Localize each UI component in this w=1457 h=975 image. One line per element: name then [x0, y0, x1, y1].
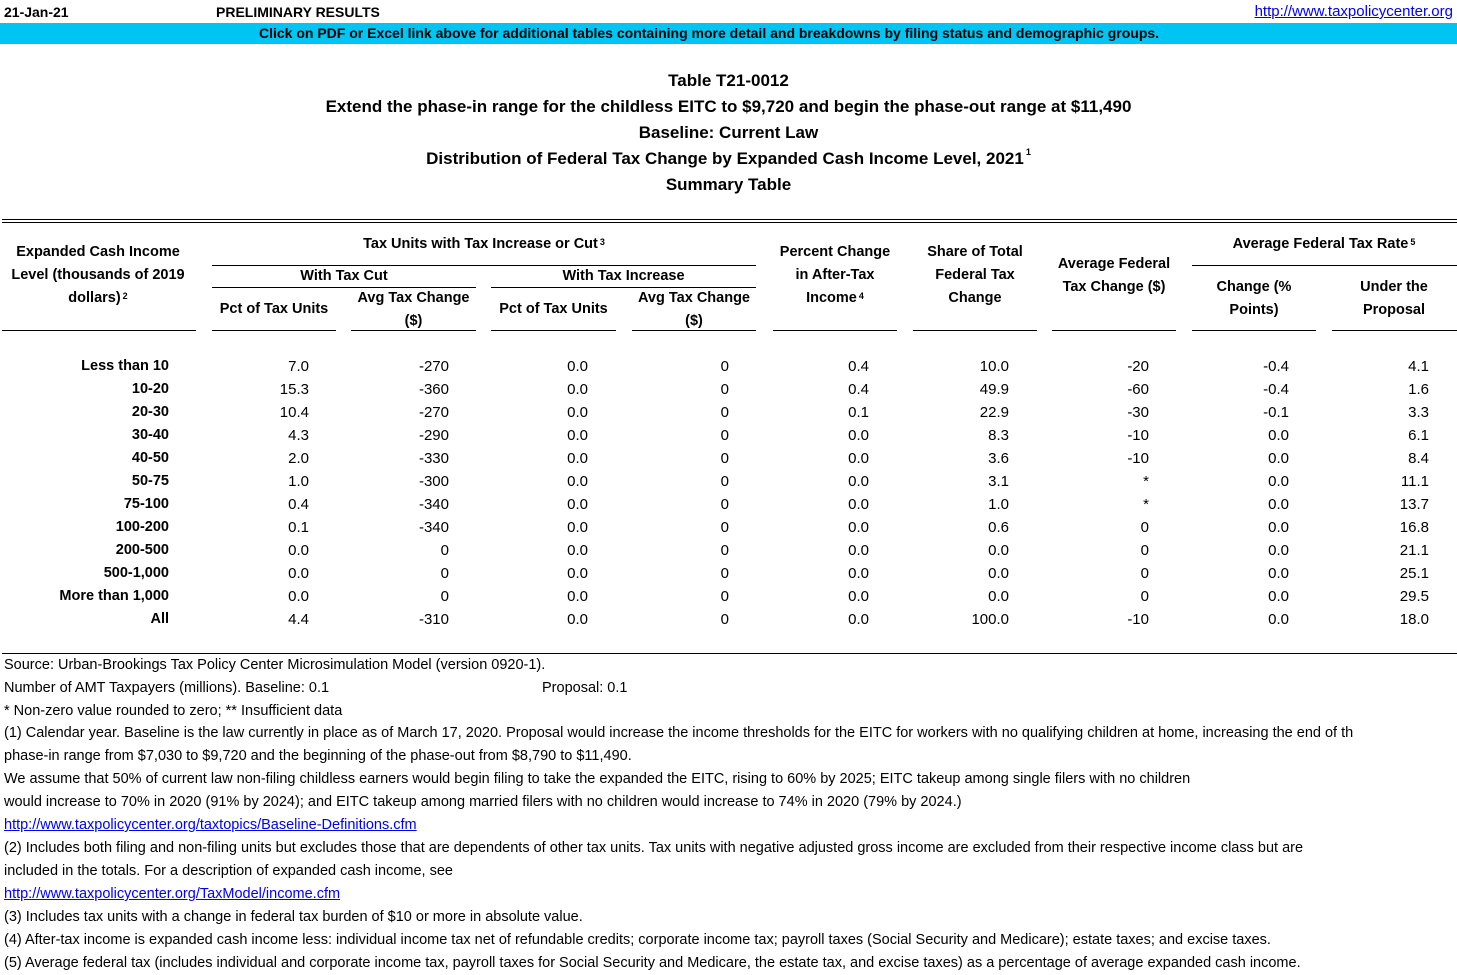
cell-increase-pct-units: 0.0: [567, 588, 588, 605]
cell-increase-pct-units: 0.0: [567, 519, 588, 536]
cell-income-level: 40-50: [131, 450, 169, 466]
col-rule-3: [491, 330, 616, 331]
cell-income-level: 10-20: [131, 381, 169, 397]
cell-avg-federal-change: 0: [1140, 519, 1149, 536]
cell-cut-pct-units: 2.0: [288, 450, 309, 467]
cell-cut-avg-change: -340: [418, 496, 449, 513]
table-row: [0, 516, 1457, 539]
cell-increase-pct-units: 0.0: [567, 450, 588, 467]
info-banner: [0, 23, 1457, 44]
cell-rate-under-proposal: 21.1: [1399, 542, 1429, 559]
cell-pct-change-after-tax: 0.1: [848, 404, 869, 421]
cell-increase-pct-units: 0.0: [567, 404, 588, 421]
cell-rate-under-proposal: 13.7: [1399, 496, 1429, 513]
header-share-line1: Share of Total: [927, 244, 1023, 260]
income-definition-link[interactable]: http://www.taxpolicycenter.org/TaxModel/income.cfm: [4, 886, 341, 902]
header-increase-pct-units: Pct of Tax Units: [499, 301, 608, 317]
cell-avg-federal-change: -10: [1127, 450, 1149, 467]
distribution-title: [0, 149, 1457, 169]
cell-increase-avg-change: 0: [720, 450, 729, 467]
cell-income-level: More than 1,000: [59, 588, 169, 604]
header-rate-under-line1: Under the: [1360, 279, 1428, 295]
cell-pct-change-after-tax: 0.0: [848, 611, 869, 628]
cell-pct-change-after-tax: 0.0: [848, 450, 869, 467]
cell-income-level: 30-40: [131, 427, 169, 443]
banner-text: Click on PDF or Excel link above for additional tables containing more detail and breakdowns by filing status and demographic groups.: [259, 25, 1160, 41]
header-pct-change-line2: in After-Tax: [795, 267, 875, 283]
table-row: [0, 493, 1457, 516]
cell-pct-change-after-tax: 0.0: [848, 565, 869, 582]
cell-rate-change-points: -0.1: [1263, 404, 1289, 421]
cell-rate-change-points: 0.0: [1268, 611, 1289, 628]
cell-cut-avg-change: 0: [440, 542, 449, 559]
col-rule-income: [2, 330, 196, 331]
legend-note: * Non-zero value rounded to zero; ** Insufficient data: [4, 703, 343, 719]
cell-income-level: 75-100: [123, 496, 169, 512]
table-row: [0, 585, 1457, 608]
cell-rate-change-points: 0.0: [1268, 588, 1289, 605]
amt-proposal: Proposal: 0.1: [542, 680, 628, 696]
footnote-ref: 3: [599, 237, 605, 247]
cell-pct-change-after-tax: 0.4: [848, 358, 869, 375]
cell-income-level: 20-30: [131, 404, 169, 420]
cell-rate-under-proposal: 1.6: [1408, 381, 1429, 398]
cell-cut-avg-change: -310: [418, 611, 449, 628]
cell-cut-avg-change: 0: [440, 565, 449, 582]
cell-increase-avg-change: 0: [720, 542, 729, 559]
col-rule-2: [351, 330, 476, 331]
footnote-2a: (2) Includes both filing and non-filing units but excludes those that are dependents of other tax units. Tax units with negative adjusted gross income are excluded from their respective income class but are: [4, 840, 1304, 856]
cell-avg-federal-change: -10: [1127, 427, 1149, 444]
cell-increase-pct-units: 0.0: [567, 611, 588, 628]
cell-income-level: All: [150, 611, 169, 627]
footnote-ref: 2: [122, 291, 128, 301]
cell-cut-pct-units: 4.3: [288, 427, 309, 444]
distribution-title-text: Distribution of Federal Tax Change by Expanded Cash Income Level, 2021: [426, 149, 1024, 168]
cell-increase-avg-change: 0: [720, 404, 729, 421]
header-avg-federal-change: [1052, 253, 1176, 299]
cell-income-level: 500-1,000: [103, 565, 169, 581]
cell-pct-change-after-tax: 0.0: [848, 542, 869, 559]
cell-cut-avg-change: -300: [418, 473, 449, 490]
cell-rate-change-points: 0.0: [1268, 427, 1289, 444]
cell-avg-federal-change: 0: [1140, 565, 1149, 582]
cell-rate-under-proposal: 4.1: [1408, 358, 1429, 375]
header-increase-avg-line2: ($): [685, 313, 703, 329]
header-income-line1: Expanded Cash Income: [16, 244, 180, 260]
header-avg-fed-line1: Average Federal: [1057, 256, 1171, 272]
cell-increase-avg-change: 0: [720, 496, 729, 513]
header-rate-change: [1192, 276, 1316, 322]
cell-increase-avg-change: 0: [720, 519, 729, 536]
header-tax-units-text: Tax Units with Tax Increase or Cut: [363, 236, 598, 252]
header-share-line3: Change: [948, 290, 1002, 306]
cell-pct-change-after-tax: 0.0: [848, 496, 869, 513]
header-income-line3: dollars): [68, 290, 121, 306]
col-rule-5: [773, 330, 897, 331]
cell-rate-under-proposal: 3.3: [1408, 404, 1429, 421]
col-rule-7: [1052, 330, 1176, 331]
cell-share-total-change: 3.1: [988, 473, 1009, 490]
cell-rate-change-points: 0.0: [1268, 565, 1289, 582]
cell-income-level: 100-200: [115, 519, 169, 535]
table-row: [0, 539, 1457, 562]
cell-income-level: 200-500: [115, 542, 169, 558]
tax-policy-center-link[interactable]: http://www.taxpolicycenter.org: [1254, 3, 1453, 20]
cell-cut-avg-change: -270: [418, 358, 449, 375]
header-share-total: [913, 241, 1037, 310]
cell-cut-pct-units: 0.0: [288, 588, 309, 605]
cell-income-level: Less than 10: [81, 358, 169, 374]
col-rule-6: [913, 330, 1037, 331]
cell-pct-change-after-tax: 0.0: [848, 519, 869, 536]
footnote-4: (4) After-tax income is expanded cash income less: individual income tax net of refundable credits; corporate income tax; payroll taxes (Social Security and Medicare); estate taxes; and excise taxes.: [4, 932, 1271, 948]
cell-avg-federal-change: *: [1143, 496, 1149, 513]
table-row: [0, 608, 1457, 631]
header-rate-under-proposal: [1332, 276, 1456, 322]
cell-pct-change-after-tax: 0.0: [848, 473, 869, 490]
cell-share-total-change: 0.0: [988, 565, 1009, 582]
table-row: [0, 355, 1457, 378]
header-pct-change-line3-wrap: [773, 287, 897, 310]
header-income-line2: Level (thousands of 2019: [11, 267, 185, 283]
cell-share-total-change: 0.0: [988, 542, 1009, 559]
header-cut-avg-change: [351, 287, 476, 333]
header-cut-avg-line1: Avg Tax Change: [357, 290, 470, 306]
cell-share-total-change: 22.9: [979, 404, 1009, 421]
cell-rate-under-proposal: 25.1: [1399, 565, 1429, 582]
cell-cut-pct-units: 0.0: [288, 542, 309, 559]
cell-cut-pct-units: 7.0: [288, 358, 309, 375]
header-avg-fed-line2: Tax Change ($): [1062, 279, 1166, 295]
cell-increase-pct-units: 0.0: [567, 427, 588, 444]
cell-increase-avg-change: 0: [720, 611, 729, 628]
proposal-title: Extend the phase-in range for the childless EITC to $9,720 and begin the phase-out range at $11,490: [325, 97, 1132, 116]
cell-rate-under-proposal: 8.4: [1408, 450, 1429, 467]
cell-cut-pct-units: 1.0: [288, 473, 309, 490]
footnote-ref: 5: [1410, 237, 1416, 247]
cell-rate-change-points: 0.0: [1268, 519, 1289, 536]
footnote-1b: phase-in range from $7,030 to $9,720 and the beginning of the phase-out from $8,790 to $11,490.: [4, 748, 632, 764]
footnote-3: (3) Includes tax units with a change in federal tax burden of $10 or more in absolute value.: [4, 909, 583, 925]
cell-increase-pct-units: 0.0: [567, 542, 588, 559]
footnote-ref: 1: [1025, 147, 1031, 157]
header-pct-change-line3: Income: [806, 290, 857, 306]
cell-increase-pct-units: 0.0: [567, 381, 588, 398]
cell-rate-change-points: 0.0: [1268, 542, 1289, 559]
cell-rate-under-proposal: 18.0: [1399, 611, 1429, 628]
table-top-rule: [2, 219, 1457, 220]
col-rule-1: [212, 330, 336, 331]
header-tax-units-group: [212, 233, 756, 256]
cell-increase-pct-units: 0.0: [567, 473, 588, 490]
header-increase-avg-line1: Avg Tax Change: [638, 290, 750, 306]
cell-pct-change-after-tax: 0.0: [848, 588, 869, 605]
cell-rate-change-points: 0.0: [1268, 496, 1289, 513]
cell-cut-pct-units: 0.4: [288, 496, 309, 513]
cell-increase-pct-units: 0.0: [567, 496, 588, 513]
cell-increase-avg-change: 0: [720, 473, 729, 490]
cell-share-total-change: 49.9: [979, 381, 1009, 398]
source-note: Source: Urban-Brookings Tax Policy Center Microsimulation Model (version 0920-1).: [4, 657, 546, 673]
header-rate-under-line2: Proposal: [1362, 302, 1426, 318]
cell-cut-pct-units: 0.0: [288, 565, 309, 582]
cell-increase-avg-change: 0: [720, 565, 729, 582]
header-cut-pct-units: Pct of Tax Units: [219, 301, 329, 317]
header-with-tax-cut: With Tax Cut: [300, 268, 388, 284]
cell-cut-avg-change: -270: [418, 404, 449, 421]
cell-cut-avg-change: 0: [440, 588, 449, 605]
cell-cut-avg-change: -290: [418, 427, 449, 444]
rate-group-rule: [1192, 265, 1457, 266]
cell-cut-avg-change: -360: [418, 381, 449, 398]
header-pct-change-line1: Percent Change: [779, 244, 891, 260]
baseline-definitions-link[interactable]: http://www.taxpolicycenter.org/taxtopics/Baseline-Definitions.cfm: [4, 817, 417, 833]
cell-cut-avg-change: -340: [418, 519, 449, 536]
cell-cut-pct-units: 0.1: [288, 519, 309, 536]
header-rate-change-line2: Points): [1229, 302, 1279, 318]
cell-rate-change-points: 0.0: [1268, 473, 1289, 490]
cell-share-total-change: 3.6: [988, 450, 1009, 467]
table-row: [0, 378, 1457, 401]
header-cut-avg-line2: ($): [404, 313, 423, 329]
cell-cut-avg-change: -330: [418, 450, 449, 467]
cell-cut-pct-units: 10.4: [279, 404, 309, 421]
cell-increase-pct-units: 0.0: [567, 565, 588, 582]
cell-rate-under-proposal: 6.1: [1408, 427, 1429, 444]
preliminary-results-label: PRELIMINARY RESULTS: [216, 4, 380, 20]
cell-increase-avg-change: 0: [720, 588, 729, 605]
cell-share-total-change: 10.0: [979, 358, 1009, 375]
cell-increase-avg-change: 0: [720, 358, 729, 375]
cell-avg-federal-change: 0: [1140, 542, 1149, 559]
header-income-line3-wrap: [0, 287, 196, 310]
baseline-title: Baseline: Current Law: [638, 123, 819, 142]
cell-increase-avg-change: 0: [720, 427, 729, 444]
table-row: [0, 401, 1457, 424]
amt-baseline: Number of AMT Taxpayers (millions). Baseline: 0.1: [4, 680, 330, 696]
table-row: [0, 470, 1457, 493]
header-share-line2: Federal Tax: [935, 267, 1015, 283]
cell-increase-pct-units: 0.0: [567, 358, 588, 375]
footnote-ref: 4: [858, 291, 864, 301]
cell-rate-under-proposal: 29.5: [1399, 588, 1429, 605]
footnote-5: (5) Average federal tax (includes individual and corporate income tax, payroll taxes for Social Security and Medicare, the estate tax, and excise taxes) as a percentage of average expanded cash income.: [4, 955, 1301, 971]
cell-avg-federal-change: *: [1143, 473, 1149, 490]
cell-rate-under-proposal: 11.1: [1400, 473, 1429, 490]
cell-rate-change-points: -0.4: [1263, 358, 1289, 375]
cell-income-level: 50-75: [131, 473, 169, 489]
table-row: [0, 562, 1457, 585]
footnote-1c: We assume that 50% of current law non-filing childless earners would begin filing to take the expanded the EITC, rising to 60% by 2025; EITC takeup among single filers with no children: [4, 771, 1191, 787]
col-rule-4: [632, 330, 756, 331]
cell-rate-change-points: 0.0: [1268, 450, 1289, 467]
cell-avg-federal-change: 0: [1140, 588, 1149, 605]
footnote-2b: included in the totals. For a description of expanded cash income, see: [4, 863, 453, 879]
cell-avg-federal-change: -60: [1127, 381, 1149, 398]
cell-avg-federal-change: -10: [1127, 611, 1149, 628]
cell-cut-pct-units: 15.3: [279, 381, 309, 398]
cell-share-total-change: 1.0: [988, 496, 1009, 513]
cell-share-total-change: 100.0: [971, 611, 1009, 628]
header-with-tax-increase: With Tax Increase: [562, 268, 685, 284]
summary-title: Summary Table: [665, 175, 792, 194]
header-income-level: [0, 241, 196, 310]
cell-share-total-change: 0.0: [988, 588, 1009, 605]
header-rate-change-line1: Change (%: [1216, 279, 1292, 295]
cell-avg-federal-change: -30: [1127, 404, 1149, 421]
col-rule-9: [1332, 330, 1457, 331]
cell-share-total-change: 0.6: [988, 519, 1009, 536]
cell-rate-under-proposal: 16.8: [1399, 519, 1429, 536]
table-row: [0, 447, 1457, 470]
cell-increase-avg-change: 0: [720, 381, 729, 398]
header-percent-change: [773, 241, 897, 310]
header-rate-group-text: Average Federal Tax Rate: [1232, 236, 1409, 252]
report-date: 21-Jan-21: [4, 4, 69, 20]
header-rate-group: [1192, 233, 1456, 256]
cell-rate-change-points: -0.4: [1263, 381, 1289, 398]
cell-pct-change-after-tax: 0.4: [848, 381, 869, 398]
table-id: Table T21-0012: [668, 71, 789, 90]
cell-avg-federal-change: -20: [1127, 358, 1149, 375]
col-rule-8: [1192, 330, 1316, 331]
table-row: [0, 424, 1457, 447]
cell-pct-change-after-tax: 0.0: [848, 427, 869, 444]
footnote-1a: (1) Calendar year. Baseline is the law currently in place as of March 17, 2020. Proposal would increase the income thresholds for the EITC for workers with no qualifying children at home, increasing the end of th: [4, 725, 1354, 741]
footnote-1d: would increase to 70% in 2020 (91% by 2024); and EITC takeup among married filers with no children would increase to 74% in 2020 (79% by 2024.): [4, 794, 962, 810]
header-increase-avg-change: [632, 287, 756, 333]
cell-cut-pct-units: 4.4: [288, 611, 309, 628]
cell-share-total-change: 8.3: [988, 427, 1009, 444]
table-top-rule-2: [2, 222, 1457, 223]
